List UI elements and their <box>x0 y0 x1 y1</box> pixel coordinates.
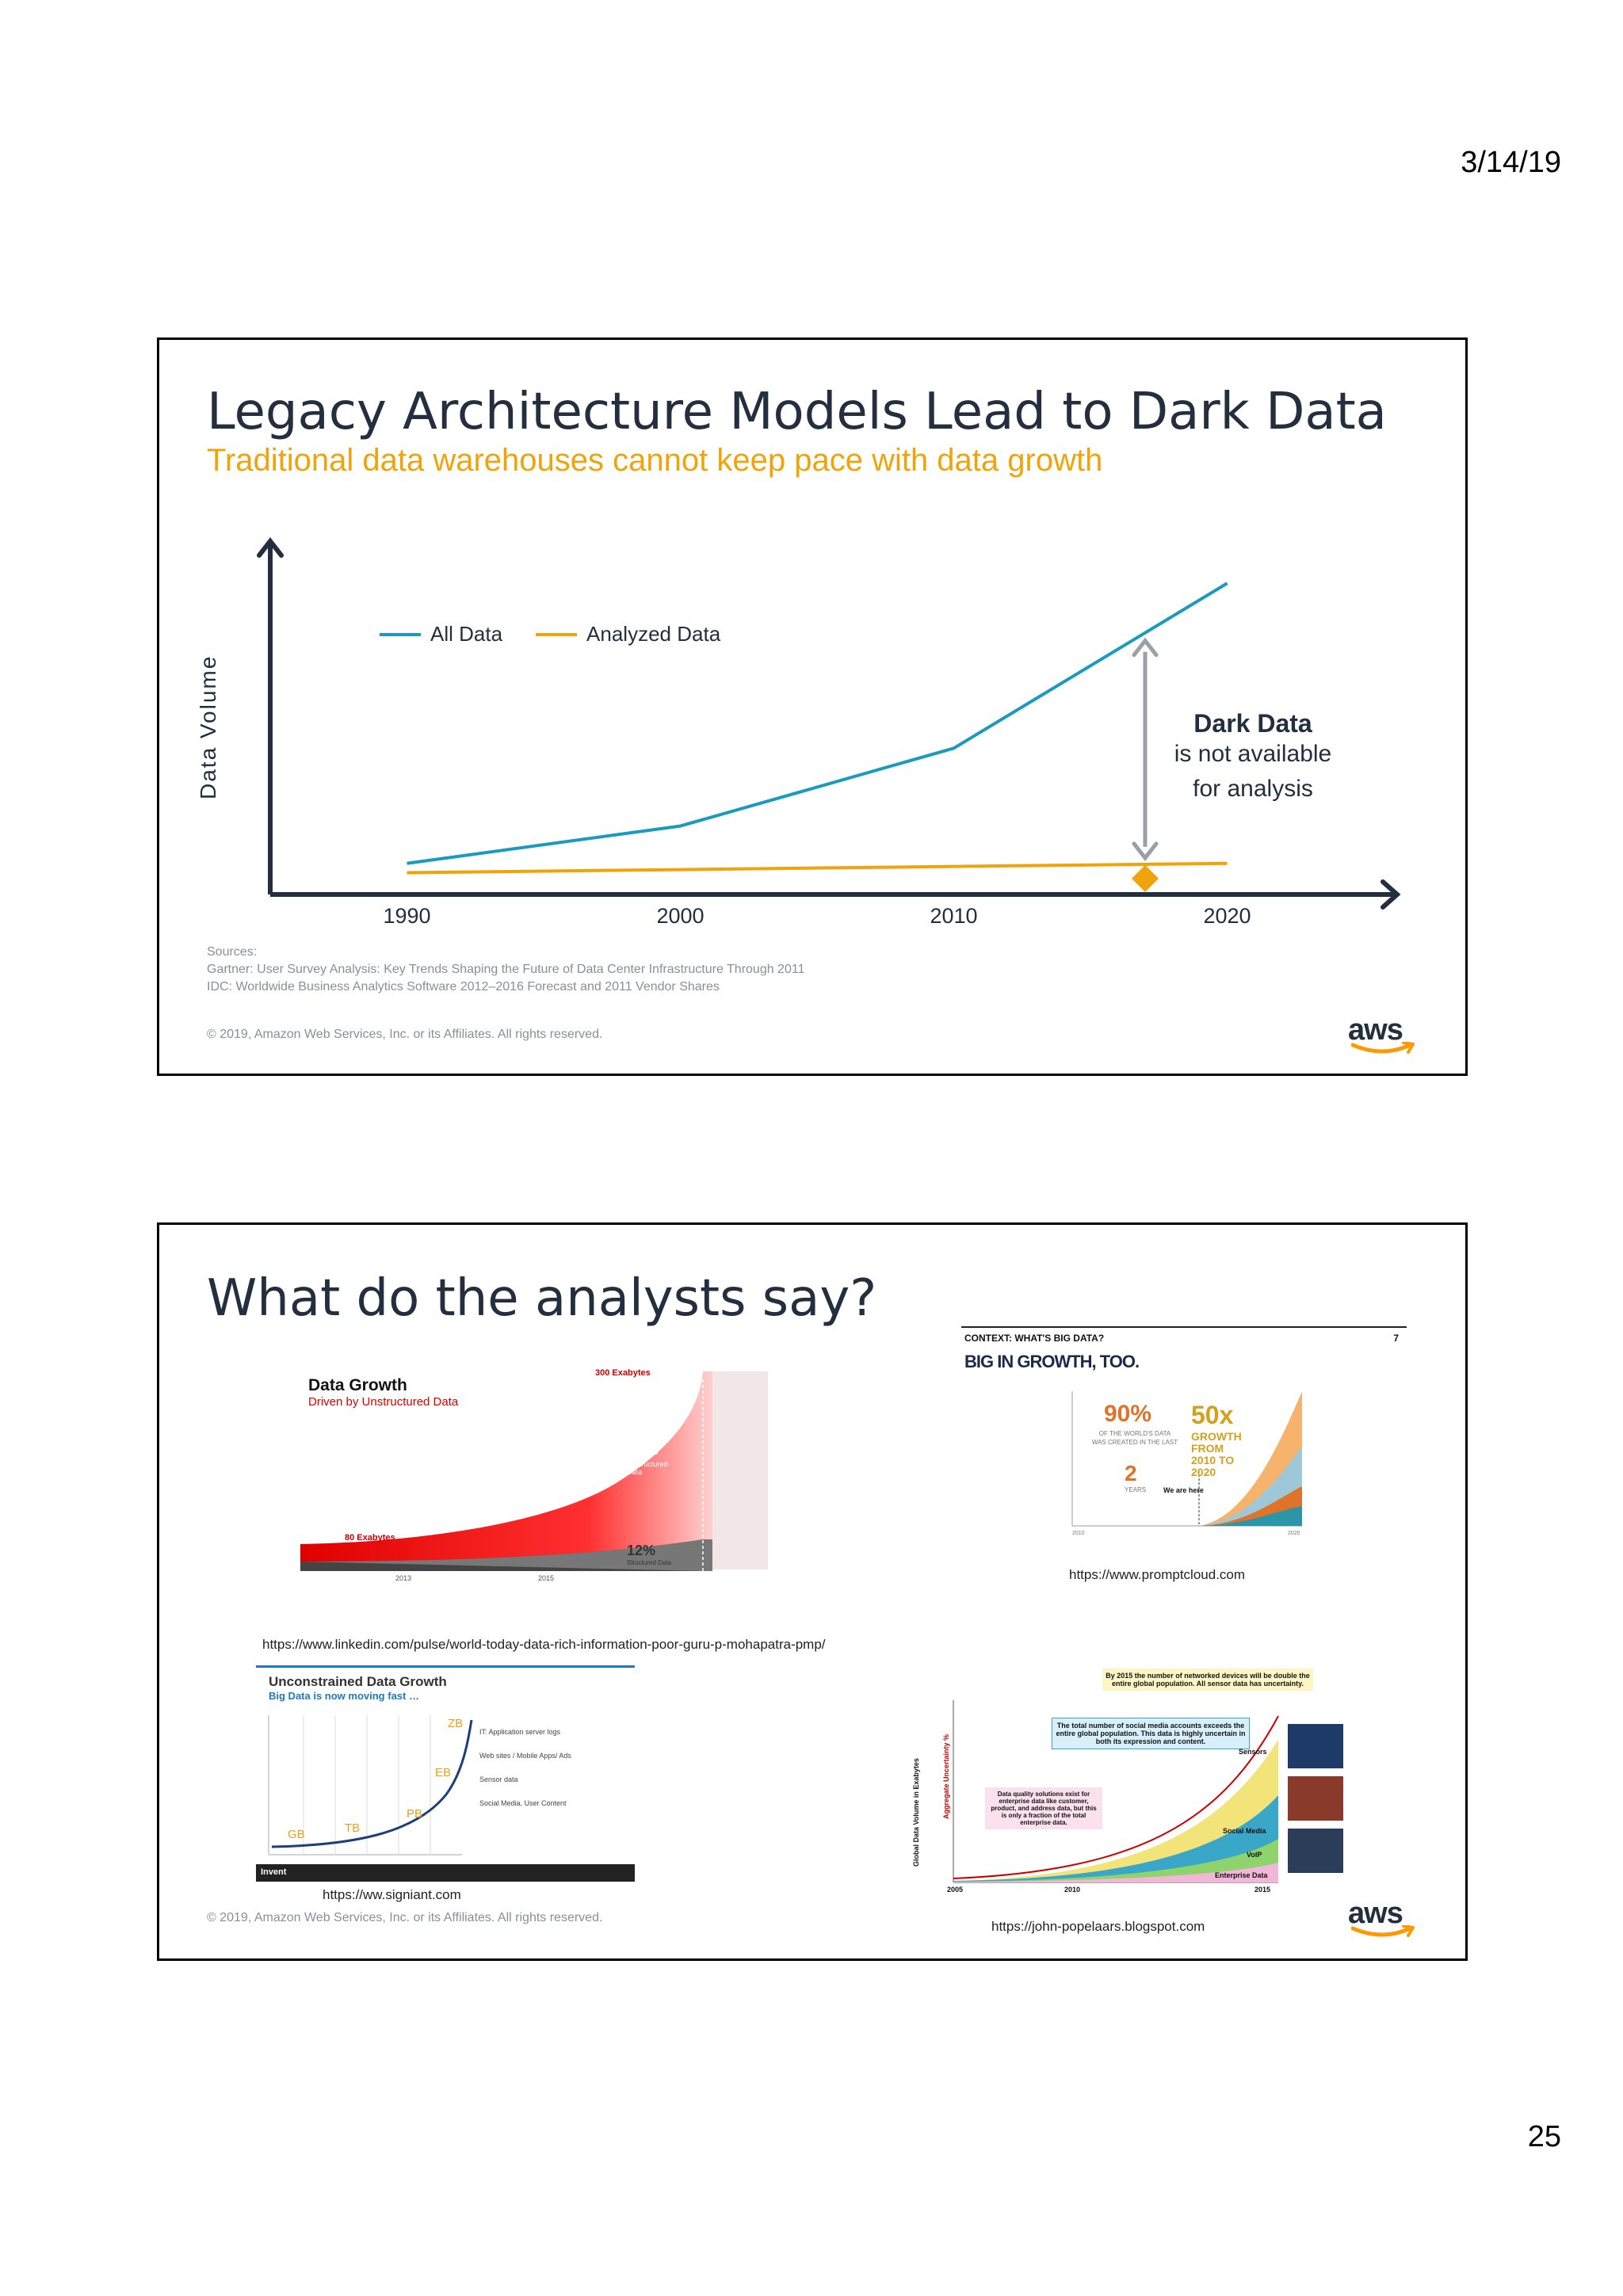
slide-subtitle: Traditional data warehouses cannot keep pace with data growth <box>207 443 1103 478</box>
big-growth-header: CONTEXT: WHAT'S BIG DATA? <box>964 1333 1105 1344</box>
callout-social-media: The total number of social media accounts exceeds the entire global population. This data is highly uncertain in both its expression and content. <box>1052 1718 1250 1749</box>
legend-swatch-analyzed-data <box>536 633 577 636</box>
data-growth-title: Data Growth <box>308 1376 407 1394</box>
slide-title: What do the analysts say? <box>207 1269 877 1328</box>
source-line: IDC: Worldwide Business Analytics Software 2012–2016 Forecast and 2011 Vendor Shares <box>207 980 720 994</box>
x-tick-label: 1990 <box>383 904 431 928</box>
diamond-marker-icon <box>1132 865 1159 892</box>
copyright: © 2019, Amazon Web Services, Inc. or its Affiliates. All rights reserved. <box>207 1028 603 1041</box>
label-zb: ZB <box>448 1717 464 1730</box>
label-tb: TB <box>345 1821 361 1835</box>
bullet-item: IT: Application server logs <box>479 1728 561 1736</box>
data-uncertainty-image <box>906 1669 1453 1898</box>
page-date: 3/14/19 <box>1461 146 1561 179</box>
legend-label: All Data <box>430 622 503 646</box>
chart-legend <box>380 622 739 646</box>
bullet-item: Sensor data <box>479 1775 518 1783</box>
label-eb: EB <box>435 1766 452 1779</box>
dark-data-title: Dark Data <box>1193 709 1312 738</box>
layer-voip: VoIP <box>1247 1851 1262 1859</box>
unconstrained-subtitle: Big Data is now moving fast … <box>269 1690 419 1702</box>
aws-logo <box>1348 1013 1419 1061</box>
legend-item-analyzed-data <box>536 622 720 646</box>
page-number: 25 <box>1527 2120 1561 2153</box>
label-80-exabytes: 80 Exabytes <box>345 1533 395 1543</box>
callout-enterprise: Data quality solutions exist for enterprise data like customer, product, and address data, but this is only a fraction of the total enterprise data. <box>985 1787 1102 1829</box>
invent-footer: Invent <box>261 1867 287 1877</box>
legend-item-all-data <box>380 622 502 646</box>
sources-note <box>207 944 804 996</box>
source-line: Gartner: User Survey Analysis: Key Trends Shaping the Future of Data Center Infrastructure Through 2011 <box>207 963 805 976</box>
source-url-promptcloud: https://www.promptcloud.com <box>1069 1567 1246 1582</box>
label-50x: 50x <box>1191 1401 1234 1429</box>
sources-heading: Sources: <box>207 945 258 959</box>
layer-enterprise-data: Enterprise Data <box>1215 1871 1268 1879</box>
slide-dark-data <box>157 338 1468 1076</box>
aws-logo-text: aws <box>1348 1013 1403 1047</box>
label-pb: PB <box>407 1807 423 1821</box>
legend-swatch-all-data <box>380 633 421 636</box>
layer-sensors: Sensors <box>1239 1748 1267 1756</box>
big-growth-title: BIG IN GROWTH, TOO. <box>964 1352 1140 1371</box>
data-growth-chart <box>159 340 1470 942</box>
label-unstructured: Unstructured Data <box>627 1460 668 1476</box>
label-growth-2010-2020: GROWTH FROM 2010 TO 2020 <box>1191 1430 1242 1478</box>
aws-logo-text: aws <box>1348 1897 1403 1930</box>
big-growth-graphic <box>961 1328 1407 1558</box>
x-tick: 2005 <box>947 1886 964 1894</box>
big-growth-page: 7 <box>1393 1333 1399 1344</box>
big-growth-image <box>961 1326 1407 1558</box>
label-we-are-here: We are here <box>1163 1486 1204 1494</box>
label-90-percent: 90% <box>1104 1401 1152 1427</box>
y-axis-label: Data Volume <box>196 654 220 799</box>
aws-smile-icon <box>1351 1925 1416 1939</box>
x-tick-label: 2010 <box>930 904 978 928</box>
label-88-percent: 88% <box>627 1441 659 1459</box>
label-worlds-data: OF THE WORLD'S DATA WAS CREATED IN THE LAST <box>1091 1430 1178 1446</box>
unconstrained-growth-image <box>256 1665 635 1882</box>
source-url-signiant: https://ww.signiant.com <box>323 1887 461 1902</box>
aws-logo <box>1348 1897 1419 1944</box>
uncertainty-ylabel2: Aggregate Uncertainty % <box>942 1733 950 1819</box>
uncertainty-ylabel: Global Data Volume in Exabytes <box>912 1758 920 1867</box>
label-300-exabytes: 300 Exabytes <box>595 1368 651 1378</box>
label-structured: Structured Data <box>627 1559 672 1566</box>
callout-sensors: By 2015 the number of networked devices will be double the entire global population. All sensor data has uncertainty. <box>1102 1669 1313 1691</box>
label-year: 2015 <box>538 1574 555 1582</box>
copyright: © 2019, Amazon Web Services, Inc. or its Affiliates. All rights reserved. <box>207 1911 603 1924</box>
bullet-item: Web sites / Mobile Apps/ Ads <box>479 1752 571 1760</box>
x-tick: 2015 <box>1254 1886 1271 1894</box>
slide-analysts <box>157 1222 1468 1961</box>
label-years: YEARS <box>1125 1486 1147 1493</box>
aws-smile-icon <box>1351 1042 1416 1056</box>
label-year: 2020 <box>1288 1531 1300 1536</box>
label-year: 2013 <box>395 1574 412 1582</box>
data-growth-image <box>269 1363 776 1589</box>
dark-data-line1: is not available <box>1174 741 1332 767</box>
label-year: 2010 <box>1072 1531 1085 1536</box>
x-tick-label: 2020 <box>1203 904 1251 928</box>
slide-title: Legacy Architecture Models Lead to Dark Data <box>207 383 1387 441</box>
x-tick-label: 2000 <box>656 904 705 928</box>
label-two: 2 <box>1125 1461 1137 1486</box>
legend-label: Analyzed Data <box>586 622 721 646</box>
label-gb: GB <box>288 1828 305 1841</box>
dark-data-line2: for analysis <box>1193 776 1313 802</box>
data-growth-subtitle: Driven by Unstructured Data <box>308 1395 459 1409</box>
source-url-popelaars: https://john-popelaars.blogspot.com <box>991 1919 1205 1934</box>
label-12-percent: 12% <box>627 1543 656 1558</box>
layer-social-media: Social Media <box>1223 1827 1266 1835</box>
unconstrained-title: Unconstrained Data Growth <box>269 1674 447 1689</box>
x-tick: 2010 <box>1064 1886 1081 1894</box>
series-line-analyzed-data <box>407 864 1228 873</box>
source-url-linkedin: https://www.linkedin.com/pulse/world-today-data-rich-information-poor-guru-p-mohapatra-pmp/ <box>262 1637 826 1652</box>
data-uncertainty-graphic <box>906 1669 1453 1898</box>
bullet-item: Social Media, User Content <box>479 1799 567 1807</box>
unconstrained-bullets <box>479 1720 630 1815</box>
